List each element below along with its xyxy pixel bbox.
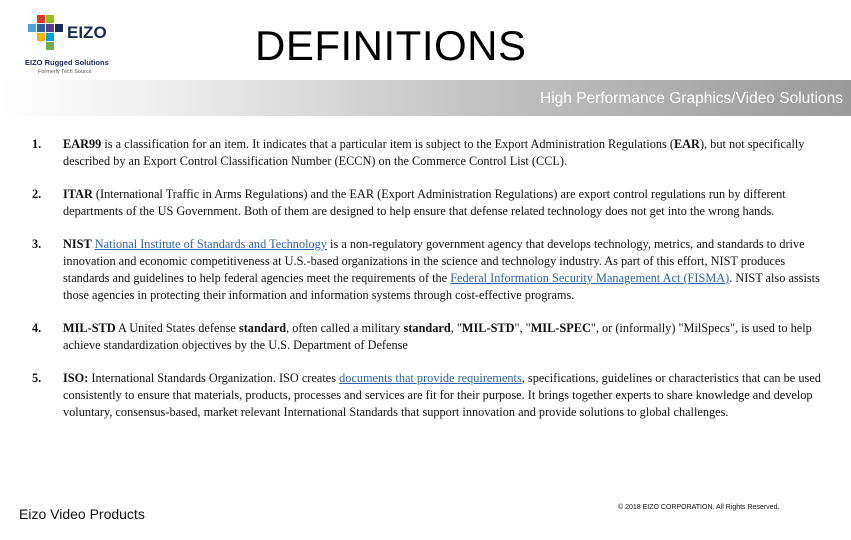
item-text: is a non-regulatory government agency that develops technology, metrics, and standards to drive innovation and economic competitiveness at U.S.-based organizations in the science and technology industry. As part of this effort, NIST produces standards and guidelines to help federal agencies meet the requirements of the <box>63 237 805 285</box>
item-text: is a classification for an item. It indicates that a particular item is subject to the Export Administration Regulations ( <box>101 137 674 151</box>
item-text: (International Traffic in Arms Regulations) and the EAR (Export Administration Regulations) are export control regulations run by different departments of the US Government. Both of them are designed to help ensure that defense related technology does not get into the wrong hands. <box>63 187 786 218</box>
item-number: 2. <box>32 187 42 201</box>
item-number: 5. <box>32 371 42 385</box>
nist-link[interactable]: National Institute of Standards and Technology <box>94 237 327 251</box>
item-bold-text: standard <box>403 321 451 335</box>
item-text: ", or (informally) "MilSpecs", is used to help achieve standardization objectives by the U.S. Department of Defense <box>63 321 812 352</box>
iso-documents-link[interactable]: documents that provide requirements <box>339 371 522 385</box>
item-text: , specifications, guidelines or characteristics that can be used consistently to ensure that materials, products, processes and services are fit for their purpose. It brings together experts to share knowledge and develop voluntary, consensus-based, market relevant International Standards that support innovation and provide solutions to global challenges. <box>63 371 821 419</box>
item-bold-text: MIL-STD <box>461 321 515 335</box>
page-title: DEFINITIONS <box>255 22 527 69</box>
item-text: A United States defense <box>115 321 239 335</box>
logo-subtitle: Formerly Tech Source <box>38 69 92 75</box>
definition-item-mil-std <box>32 320 832 354</box>
definitions-list <box>32 136 832 437</box>
definition-item-ear99 <box>32 136 832 170</box>
definition-item-nist <box>32 236 832 304</box>
definition-item-itar <box>32 186 832 220</box>
item-term: EAR99 <box>63 137 102 151</box>
item-term: MIL-STD <box>63 321 116 335</box>
fisma-link[interactable]: Federal Information Security Management Act (FISMA) <box>450 271 730 285</box>
item-text: ", " <box>514 321 531 335</box>
item-number: 3. <box>32 237 42 251</box>
item-number: 4. <box>32 321 42 335</box>
item-term: NIST <box>63 237 92 251</box>
eizo-logo-icon <box>22 8 132 56</box>
item-text: ), but not specifically described by an Export Control Classification Number (ECCN) on the Commerce Control List (CCL). <box>63 137 805 168</box>
definition-item-iso <box>32 370 832 421</box>
item-text: . NIST also assists those agencies in protecting their information and information systems through cost-effective programs. <box>63 271 820 302</box>
copyright: © 2018 EIZO CORPORATION. All Rights Reserved. <box>618 504 780 511</box>
item-text: , " <box>450 321 462 335</box>
item-bold-text: EAR <box>673 137 700 151</box>
item-number: 1. <box>32 137 42 151</box>
item-bold-text: MIL-SPEC <box>530 321 591 335</box>
item-text: , often called a military <box>286 321 404 335</box>
band-tagline: High Performance Graphics/Video Solutions <box>540 90 843 107</box>
header-band <box>0 80 851 116</box>
item-bold-text: standard <box>238 321 287 335</box>
eizo-logo <box>22 8 132 80</box>
item-text: International Standards Organization. ISO creates <box>88 371 340 385</box>
logo-title: EIZO Rugged Solutions <box>25 58 109 67</box>
logo-wordmark: EIZO <box>67 23 107 42</box>
footer-label: Eizo Video Products <box>19 506 145 522</box>
item-term: ISO: <box>63 371 89 385</box>
item-term: ITAR <box>63 187 93 201</box>
